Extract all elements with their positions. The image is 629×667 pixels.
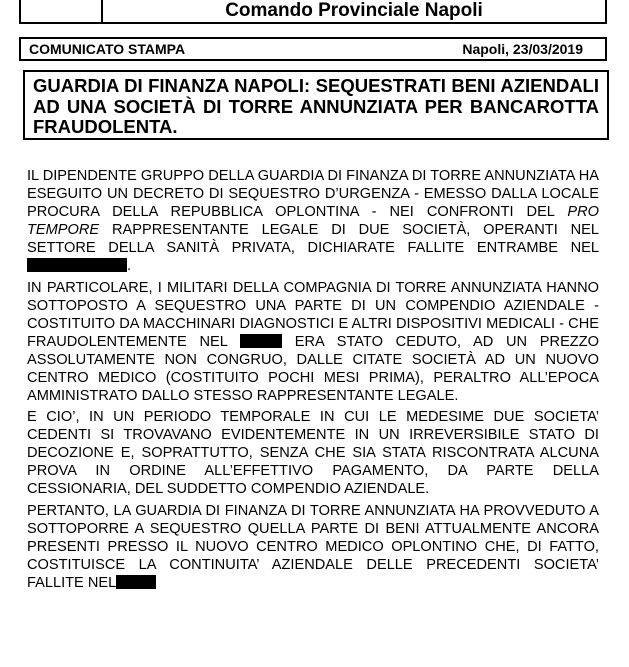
office-title: Comando Provinciale Napoli bbox=[225, 0, 483, 21]
pro-tempore-italic: PRO TEMPORE bbox=[27, 204, 599, 238]
paragraph-2 bbox=[27, 279, 599, 405]
press-release-bar bbox=[19, 37, 607, 61]
article-body bbox=[27, 167, 599, 595]
header-box bbox=[19, 0, 607, 24]
redaction-bar bbox=[116, 575, 156, 589]
redaction-bar bbox=[27, 258, 127, 272]
paragraph-2-text: IN PARTICOLARE, I MILITARI DELLA COMPAGNIA DI TORRE ANNUNZIATA HANNO SOTTOPOSTO A SEQUESTRO UNA PARTE DI UN COMPENDIO AZIENDALE - COSTITUITO DA MACCHINARI DIAGNOSTICI E ALTRI DISPOSITIVI MEDICALI - CHE FRAUDOLENTEMENTE NEL bbox=[27, 279, 599, 350]
press-release-date: Napoli, 23/03/2019 bbox=[462, 41, 583, 57]
paragraph-1-end: . bbox=[127, 258, 132, 274]
paragraph-1-text-cont: RAPPRESENTANTE LEGALE DI DUE SOCIETÀ, OPERANTI NEL SETTORE DELLA SANITÀ PRIVATA, DICHIARATE FALLITE ENTRAMBE NEL bbox=[27, 222, 599, 256]
paragraph-4-text: PERTANTO, LA GUARDIA DI FINANZA DI TORRE ANNUNZIATA HA PROVVEDUTO A SOTTOPORRE A SEQUESTRO QUELLA PARTE DI BENI ATTUALMENTE ANCORA PRESENTI PRESSO IL NUOVO CENTRO MEDICO OPLONTINO CHE, DI FATTO, COSTITUISCE LA CONTINUITA’ AZIENDALE DELLE PRECEDENTI SOCIETA’ FALLITE NEL bbox=[27, 502, 599, 591]
paragraph-3: E CIO’, IN UN PERIODO TEMPORALE IN CUI LE MEDESIME DUE SOCIETA’ CEDENTI SI TROVAVANO EVIDENTEMENTE IN UN IRREVERSIBILE STATO DI DECOZIONE E, SOPRATTUTTO, SENZA CHE SIA STATA RISCONTRATA ALCUNA PROVA IN ORDINE ALL’EFFETTIVO PAGAMENTO, DA PARTE DELLA CESSIONARIA, DEL SUDDETTO COMPENDIO AZIENDALE. bbox=[27, 409, 599, 497]
paragraph-4 bbox=[27, 502, 599, 592]
paragraph-2-text-cont: ERA STATO CEDUTO, AD UN PREZZO ASSOLUTAMENTE NON CONGRUO, DALLE CITATE SOCIETÀ AD UN NUOVO CENTRO MEDICO (COSTITUITO POCHI MESI PRIMA), PERALTRO ALL’EPOCA AMMINISTRATO DALLO STESSO RAPPRESENTANTE LEGALE. bbox=[27, 333, 599, 404]
press-release-label: COMUNICATO STAMPA bbox=[29, 41, 186, 57]
paragraph-1-text: IL DIPENDENTE GRUPPO DELLA GUARDIA DI FINANZA DI TORRE ANNUNZIATA HA ESEGUITO UN DECRETO DI SEQUESTRO D’URGENZA - EMESSO DALLA LOCALE PROCURA DELLA REPUBBLICA OPLONTINA - NEI CONFRONTI DEL bbox=[27, 168, 599, 220]
redaction-bar bbox=[240, 334, 282, 348]
headline: GUARDIA DI FINANZA NAPOLI: SEQUESTRATI BENI AZIENDALI AD UNA SOCIETÀ DI TORRE ANNUNZIATA PER BANCAROTTA FRAUDOLENTA. bbox=[23, 70, 609, 140]
logo-cell bbox=[21, 0, 103, 22]
paragraph-1 bbox=[27, 167, 599, 275]
